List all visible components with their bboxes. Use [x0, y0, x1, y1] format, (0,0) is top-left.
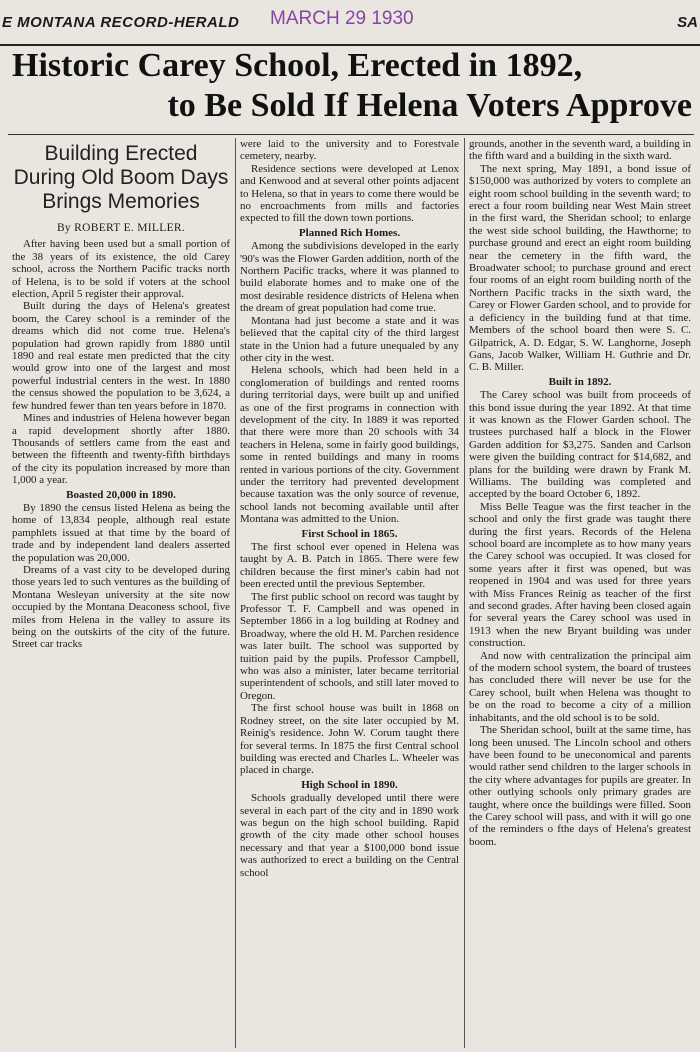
paragraph: Montana had just become a state and it was believed that the capital city of the third largest state in the Union had a future unequaled by any other city in the west. [240, 314, 459, 364]
paragraph: Mines and industries of Helena however began a rapid development shortly after 1880. Thousands of settlers came from the east and between the fifteenth and twenty-fifth birthdays of the city its population increased by more than 1,000 a year. [12, 412, 230, 487]
paragraph: Residence sections were developed at Lenox and Kenwood and at several other points adjacent to Helena, so that in years to come there would be no encroachments from mills and factories expected to fill the down town portions. [240, 162, 459, 225]
paragraph: By 1890 the census listed Helena as being the home of 13,834 people, although real estate pamphlets issued at that time by the board of trade and by independent land dealers asserted the population was 20,000. [12, 501, 230, 564]
paragraph: The next spring, May 1891, a bond issue of $150,000 was authorized by voters to complete an eight room school building in the seventh ward; to erect a four room building near West Main street in the first ward, the Sheridan school; to enlarge the west side school building, the Hawthorne; to purchase ground and erect an eight room building near the cemetery in the fifth ward, the Broadwater school; to purchase ground and erect four rooms of an eight room building north of the Northern Pacific tracks in the sixth ward, the Carey or Flower Garden school, and to provide for a deficiency in the building fund at that time. Members of the school board then were S. C. Gilpatrick, A. D. Edgar, S. W. Langhorne, Joseph Gans, Jacob Walker, William H. Guthrie and Dr. C. B. Miller. [469, 162, 691, 374]
paragraph: were laid to the university and to Forestvale cemetery, nearby. [240, 138, 459, 163]
paragraph: The first school house was built in 1868 on Rodney street, on the site later occupied by M. Reinig's residence. John W. Corum taught there for several terms. In 1875 the first Central school building was erected and Charles L. Wheeler was placed in charge. [240, 702, 459, 777]
section-heading: First School in 1865. [301, 527, 398, 540]
section-heading: Planned Rich Homes. [298, 226, 401, 239]
section-heading: Boasted 20,000 in 1890. [66, 488, 176, 501]
section-heading: High School in 1890. [301, 778, 398, 791]
issue-date: MARCH 29 1930 [270, 8, 414, 29]
paragraph: grounds, another in the seventh ward, a building in the fifth ward and a building in the sixth ward. [469, 138, 691, 163]
paragraph: The Sheridan school, built at the same time, has long been unused. The Lincoln school and others have been found to be uneconomical and parents would rather send children to the larger schools in the city where advantages for pupils are greater. In other outlying schools only primary grades are taught, where once the buildings were filled. Soon the Carey school will pass, and with it will go one of the reminders o fthe days of Helena's greatest boom. [469, 724, 691, 848]
column-divider [235, 138, 236, 1048]
article-column-3 [469, 138, 691, 1048]
paragraph: Among the subdivisions developed in the early '90's was the Flower Garden addition, north of the Northern Pacific tracks, where it was planned to build elaborate homes and to make one of the most desirable residence districts of Helena when the dream of great population had come true. [240, 240, 459, 315]
paragraph: Schools gradually developed until there were several in each part of the city and in 1890 work was begun on the high school building. Rapid growth of the city made other school houses necessary and that year a $100,000 bond issue was authorized to erect a building on the Central school [240, 792, 459, 879]
paragraph: The Carey school was built from proceeds of this bond issue during the year 1892. At that time it was known as the Flower Garden school. The trustees purchased half a block in the Flower Garden addition for $3,275. Sanden and Carlson were given the building contract for $14,682, and plans for the building were drawn by Frank M. Williams. The building was completed and accepted by the board October 6, 1892. [469, 389, 691, 501]
paragraph: Built during the days of Helena's greatest boom, the Carey school is a reminder of the dreams which did not come true. Helena's population had grown rapidly from 1880 until 1890 and real estate men predicted that the city would grow into one of the largest and most powerful industrial centers in the west. In 1880 the census showed the population to be 3,624, a few hundred fewer than ten years before in 1870. [12, 300, 230, 412]
paragraph: The first school ever opened in Helena was taught by A. B. Patch in 1865. There were few children because the first miner's cabin had not been erected until the previous September. [240, 541, 459, 591]
section-heading: Built in 1892. [548, 375, 612, 388]
headline-rule [8, 134, 694, 135]
paragraph: Helena schools, which had been held in a conglomeration of buildings and rented rooms during territorial days, were built up and unified as one of the first programs in connection with development of the city. In 1889 it was reported that there were more than 20 schools with 34 teachers in Helena, some in fairly good buildings, some in rented buildings and many in rooms rented in various portions of the city. Government under the territory had prevented development because taxation was the only source of revenue, school lands not becoming available until after Montana was admitted to the Union. [240, 364, 459, 526]
byline: By ROBERT E. MILLER. [56, 222, 186, 234]
paragraph: Miss Belle Teague was the first teacher in the school and only the first grade was taught there during the first years. Records of the Helena school board are incomplete as to how many years the Carey school was occupied. It was closed for some years after it first was opened, but was reopened in 1904 and was used for three years with Miss Frances Reinig as teacher of the first and second grades. After having been closed again for several years the Carey school was used in 1913 when the new Bryant building was under construction. [469, 500, 691, 650]
headline [8, 46, 694, 132]
paragraph: The first public school on record was taught by Professor T. F. Campbell and was opened in September 1866 in a log building at Rodney and Broadway, where the old H. M. Parchen residence was later built. The school was supported by tuition paid by the pupils. Professor Campbell, who was also a minister, later became territorial superintendent of schools, and still later moved to Oregon. [240, 590, 459, 702]
masthead [0, 0, 700, 46]
column-divider [464, 138, 465, 1048]
paragraph: After having been used but a small portion of the 38 years of its existence, the old Carey school, across the Northern Pacific tracks north of Helena, is to be sold if voters at the school election, April 5 register their approval. [12, 238, 230, 301]
article-column-1 [12, 138, 230, 1048]
masthead-right-fragment: SA [677, 14, 698, 31]
paragraph: Dreams of a vast city to be developed during those years led to such ventures as the building of Montana Wesleyan university at the site now occupied by the Montana Deaconess school, five miles from Helena in the valley to assure its being on the outskirts of the city of the future. Street car tracks [12, 563, 230, 651]
article-subhead: Building Erected During Old Boom Days Brings Memories [13, 142, 229, 213]
paragraph: And now with centralization the principal aim of the modern school system, the board of trustees has concluded there will never be use for the Carey school, built when Helena was thought to be on the road to become a city of a million inhabitants, and the old school is to be sold. [469, 649, 691, 724]
newspaper-name: E MONTANA RECORD-HERALD [2, 14, 240, 31]
headline-line-1: Historic Carey School, Erected in 1892, [12, 47, 583, 84]
headline-line-2: to Be Sold If Helena Voters Approve [167, 87, 692, 124]
article-column-2 [240, 138, 459, 1048]
